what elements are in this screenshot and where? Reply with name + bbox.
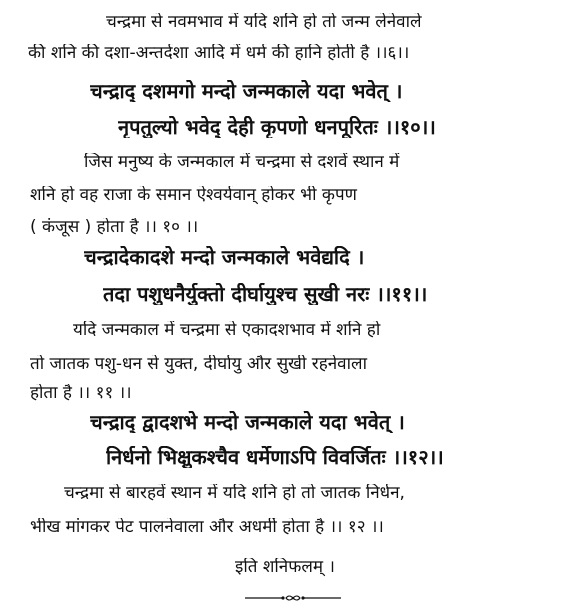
commentary-12-line-2: भीख मांगकर पेट पालनेवाला और अधर्मी होता है ।। १२ ।।	[30, 518, 384, 537]
commentary-line-9-end: की शनि की दशा-अन्तर्दशा आदि में धर्म की हानि होती है ।।६।।	[28, 44, 410, 63]
verse-10-line-1: चन्द्राद् दशमगो मन्दो जन्मकाले यदा भवेत् ।	[90, 80, 403, 102]
divider-flourish-icon	[243, 593, 343, 603]
commentary-12-line-1: चन्द्रमा से बारहवें स्थान में यदि शनि हो तो जातक निर्धन,	[64, 484, 405, 503]
commentary-10-line-3: ( कंजूस ) होता है ।। १० ।।	[30, 218, 199, 237]
commentary-11-line-2: तो जातक पशु-धन से युक्त, दीर्घायु और सुखी रहनेवाला	[30, 355, 367, 374]
commentary-11-line-3: होता है ।। ११ ।।	[30, 384, 132, 403]
section-colophon: इति शनिफलम् ।	[235, 558, 335, 577]
verse-11-line-1: चन्द्रादेकादशे मन्दो जन्मकाले भवेद्यदि ।	[84, 246, 365, 268]
verse-10-line-2: नृपतुल्यो भवेद् देही कृपणो धनपूरितः ।।१०।।	[118, 116, 436, 138]
commentary-11-line-1: यदि जन्मकाल में चन्द्रमा से एकादशभाव में शनि हो	[73, 321, 381, 340]
verse-12-line-2: निर्धनो भिक्षुकश्चैव धर्मेणाऽपि विवर्जितः ।।१२।।	[106, 446, 444, 468]
commentary-10-line-2: शनि हो वह राजा के समान ऐश्वर्यवान् होकर भी कृपण	[30, 186, 357, 205]
commentary-10-line-1: जिस मनुष्य के जन्मकाल में चन्द्रमा से दशवें स्थान में	[84, 153, 400, 172]
commentary-line-9: चन्द्रमा से नवमभाव में यदि शनि हो तो जन्म लेनेवाले	[106, 13, 422, 32]
verse-12-line-1: चन्द्राद् द्वादशभे मन्दो जन्मकाले यदा भवेत् ।	[90, 411, 405, 433]
verse-11-line-2: तदा पशुधनैर्युक्तो दीर्घायुश्च सुखी नरः ।।११।।	[103, 283, 428, 305]
